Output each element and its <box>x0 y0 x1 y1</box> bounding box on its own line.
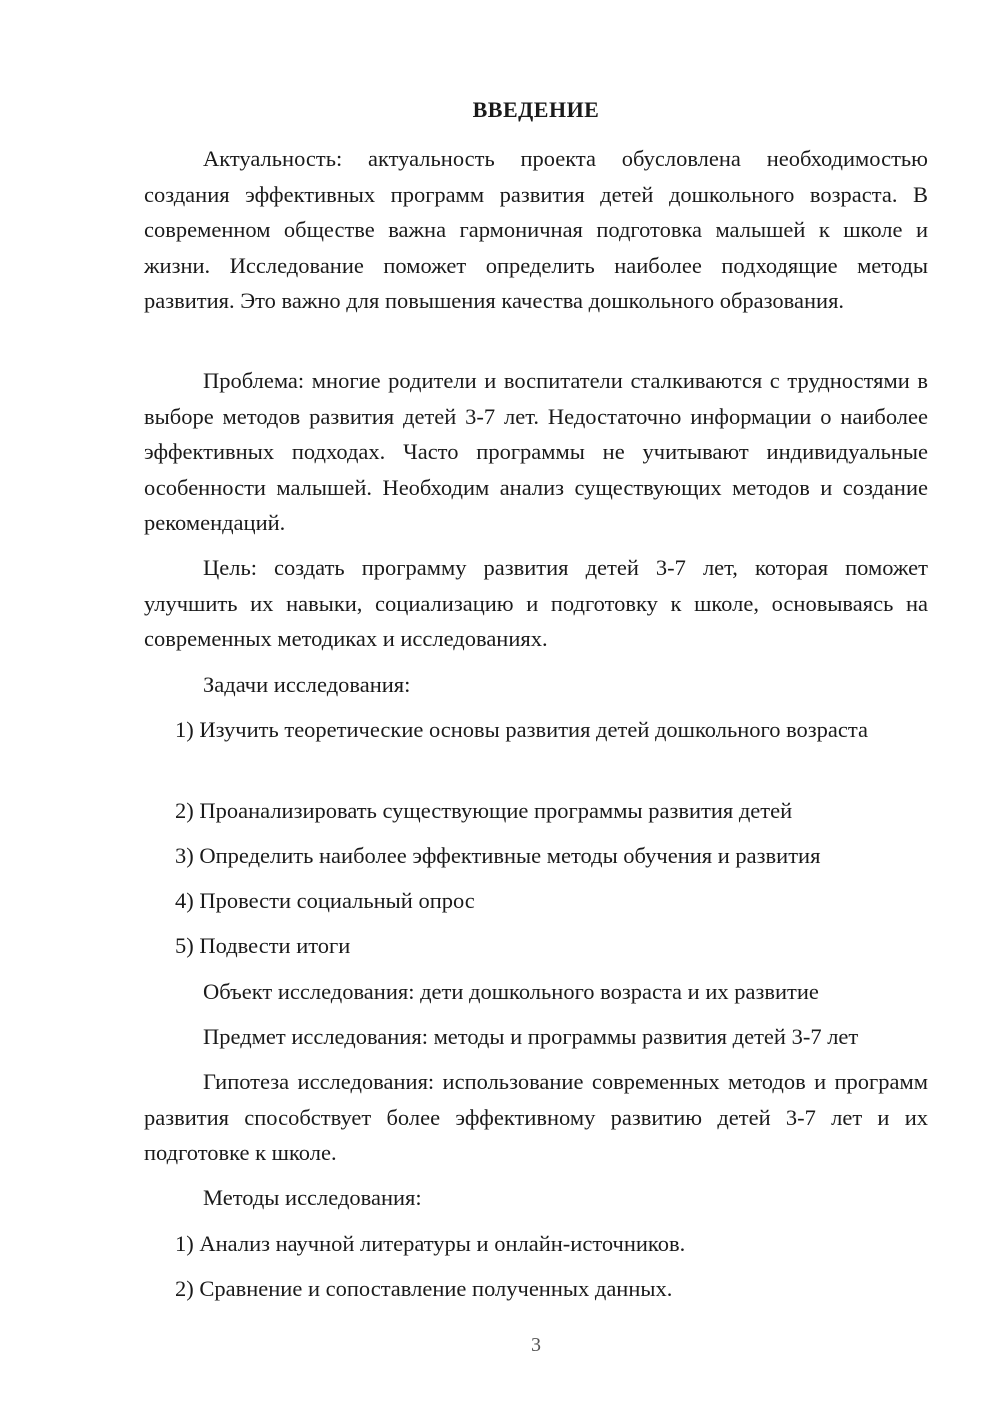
list-item: 1) Анализ научной литературы и онлайн-источников. <box>175 1231 686 1256</box>
list-item: 1) Изучить теоретические основы развития детей дошкольного возраста <box>175 717 868 742</box>
paragraph-problem <box>144 363 928 541</box>
page-number: 3 <box>531 1334 541 1356</box>
task-item-3 <box>144 838 928 874</box>
relevance-text: Актуальность: актуальность проекта обусловлена необходимостью создания эффективных программ развития детей дошкольного возраста. В современном обществе важна гармоничная подготовка малышей к школе и жизни. Исследование поможет определить наиболее подходящие методы развития. Это важно для повышения качества дошкольного образования. <box>144 146 928 313</box>
paragraph-goal <box>144 550 928 657</box>
task-item-2 <box>144 793 928 829</box>
methods-heading: Методы исследования: <box>203 1185 422 1210</box>
hypothesis-text: Гипотеза исследования: использование современных методов и программ развития способствует более эффективному развитию детей 3-7 лет и их подготовке к школе. <box>144 1069 928 1165</box>
task-item-1 <box>144 712 928 748</box>
list-item: 5) Подвести итоги <box>175 933 351 958</box>
list-item: 2) Проанализировать существующие программы развития детей <box>175 798 793 823</box>
task-item-5 <box>144 928 928 964</box>
page-title: ВВЕДЕНИЕ <box>472 97 600 122</box>
tasks-heading: Задачи исследования: <box>203 672 411 697</box>
object-text: Объект исследования: дети дошкольного возраста и их развитие <box>203 979 819 1004</box>
list-item: 3) Определить наиболее эффективные методы обучения и развития <box>175 843 821 868</box>
paragraph-tasks-heading <box>144 667 928 703</box>
task-item-4 <box>144 883 928 919</box>
method-item-2 <box>144 1271 928 1307</box>
list-item: 4) Провести социальный опрос <box>175 888 475 913</box>
paragraph-object <box>144 974 928 1010</box>
paragraph-hypothesis <box>144 1064 928 1171</box>
paragraph-relevance <box>144 141 928 319</box>
paragraph-methods-heading <box>144 1180 928 1216</box>
subject-text: Предмет исследования: методы и программы развития детей 3-7 лет <box>203 1024 859 1049</box>
method-item-1 <box>144 1226 928 1262</box>
goal-text: Цель: создать программу развития детей 3-7 лет, которая поможет улучшить их навыки, социализацию и подготовку к школе, основываясь на современных методиках и исследованиях. <box>144 555 928 651</box>
problem-text: Проблема: многие родители и воспитатели сталкиваются с трудностями в выборе методов развития детей 3-7 лет. Недостаточно информации о наиболее эффективных подходах. Часто программы не учитывают индивидуальные особенности малышей. Необходим анализ существующих методов и создание рекомендаций. <box>144 368 928 535</box>
paragraph-subject <box>144 1019 928 1055</box>
list-item: 2) Сравнение и сопоставление полученных данных. <box>175 1276 673 1301</box>
